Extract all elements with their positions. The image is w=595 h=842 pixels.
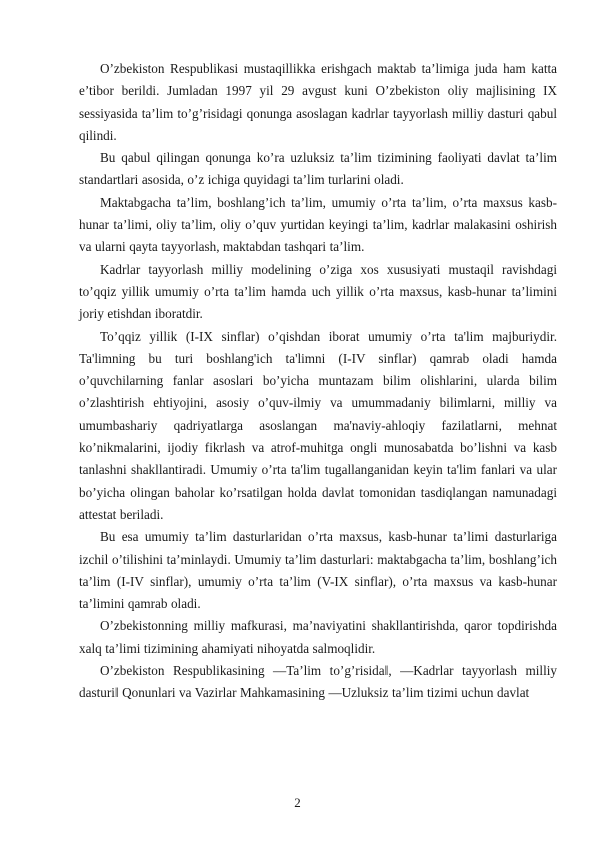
paragraph: Bu esa umumiy ta’lim dasturlaridan o’rta maxsus, kasb-hunar ta’limi dasturlariga izchil o’tilishini ta’minlaydi. Umumiy ta’lim dasturlari: maktabgacha ta’lim, boshlang’ich ta’lim (I-IV sinflar), umumiy o’rta ta’lim (V-IX sinflar), o’rta maxsus va kasb-hunar ta’limini qamrab oladi. bbox=[79, 529, 557, 612]
paragraph: To’qqiz yillik (I-IX sinflar) o’qishdan iborat umumiy o’rta ta'lim majburiydir. Ta'limning bu turi boshlang'ich ta'limni (I-IV sinflar) qamrab oladi hamda o’quvchilarning fanlar asoslari bo’yicha muntazam bilim olishlarini, ularda bilim o’zlashtirish ehtiyojini, asosiy o’quv-ilmiy va umummadaniy bilimlarni, milliy va umumbashariy qadriyatlarga asoslangan ma'naviy-ahloqiy fazilatlarni, mehnat ko’nikmalarini, ijodiy fikrlash va atrof-muhitga ongli munosabatda bo’lishni va kasb tanlashni shakllantiradi. Umumiy o’rta ta'lim tugallanganidan keyin ta'lim fanlari va ular bo’yicha olingan baholar ko’rsatilgan holda davlat tomonidan tasdiqlangan namunadagi attestat beriladi. bbox=[79, 328, 557, 522]
document-body bbox=[79, 58, 557, 705]
paragraph: Kadrlar tayyorlash milliy modelining o’ziga xos xususiyati mustaqil ravishdagi to’qqiz yillik umumiy o’rta ta’lim hamda uch yillik o’rta maxsus, kasb-hunar ta’limini joriy etishdan iboratdir. bbox=[79, 261, 557, 322]
paragraph: Maktabgacha ta’lim, boshlang’ich ta’lim, umumiy o’rta ta’lim, o’rta maxsus kasb-hunar ta’limi, oliy ta’lim, oliy o’quv yurtidan keyingi ta’lim, kadrlar malakasini oshirish va ularni qayta tayyorlash, maktabdan tashqari ta’lim. bbox=[79, 194, 557, 255]
paragraph: O’zbekiston Respublikasi mustaqillikka erishgach maktab ta’limiga juda ham katta e’tibor berildi. Jumladan 1997 yil 29 avgust kuni O’zbekiston oliy majlisining IX sessiyasida ta’lim to’g’risidagi qonunga asoslagan kadrlar tayyorlash milliy dasturi qabul qilindi. bbox=[79, 61, 557, 143]
paragraph: O’zbekiston Respublikasining ―Ta’lim to’g’risida‖, ―Kadrlar tayyorlash milliy dasturi‖ Qonunlari va Vazirlar Mahkamasining ―Uzluksiz ta’lim tizimi uchun davlat bbox=[79, 663, 557, 701]
paragraph: Bu qabul qilingan qonunga ko’ra uzluksiz ta’lim tizimining faoliyati davlat ta’lim standartlari asosida, o’z ichiga quyidagi ta’lim turlarini oladi. bbox=[79, 150, 557, 188]
page-number: 2 bbox=[294, 795, 301, 810]
paragraph: O’zbekistonning milliy mafkurasi, ma’naviyatini shakllantirishda, qaror topdirishda xalq ta’limi tizimining ahamiyati nihoyatda salmoqlidir. bbox=[79, 618, 557, 656]
